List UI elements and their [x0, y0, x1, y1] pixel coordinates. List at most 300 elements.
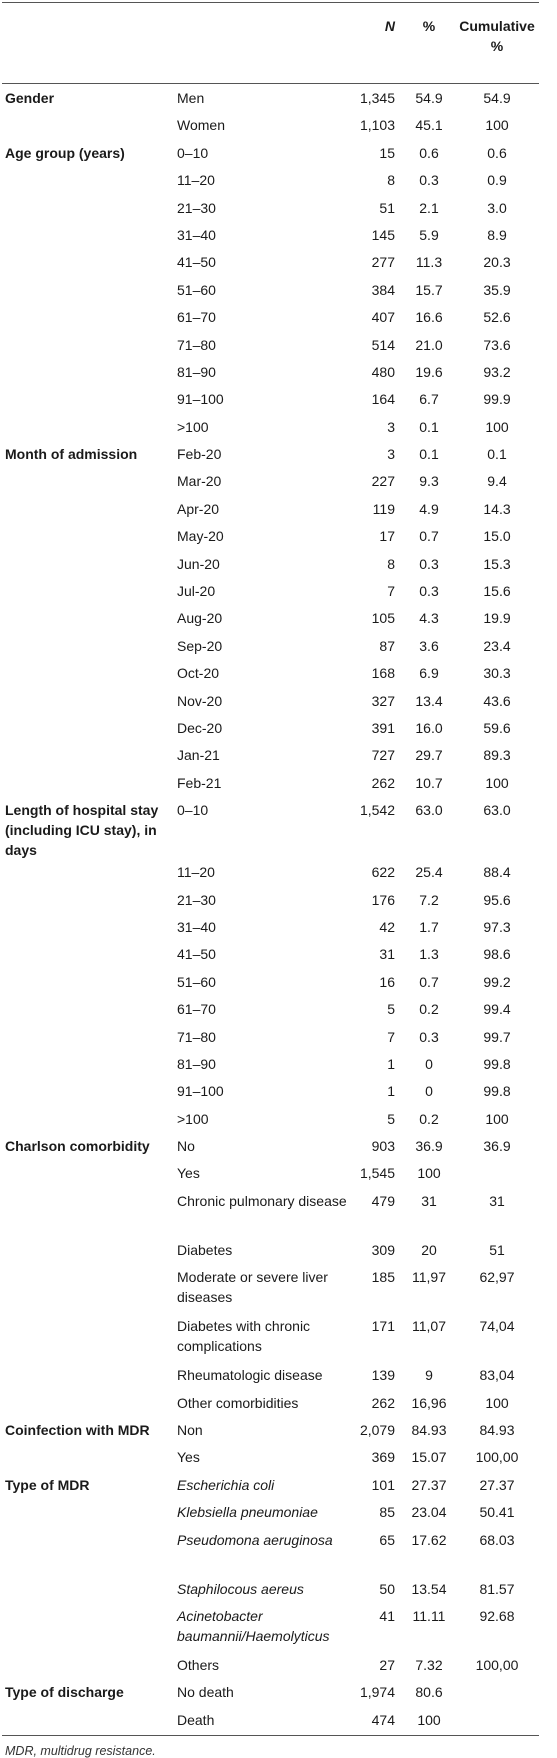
cumulative-cell: 100 — [485, 1110, 509, 1127]
percent-cell: 11.11 — [412, 1607, 446, 1624]
cumulative-cell: 63.0 — [483, 802, 511, 819]
category-cell: 71–80 — [177, 1028, 216, 1045]
table-row — [2, 360, 539, 387]
count-cell: 1,545 — [359, 1165, 395, 1182]
percent-cell: 9 — [425, 1367, 433, 1384]
cumulative-cell: 52.6 — [483, 309, 511, 326]
percent-cell: 15.07 — [411, 1449, 447, 1466]
category-cell: Men — [177, 90, 205, 106]
percent-cell: 16,96 — [411, 1394, 447, 1411]
variable-cell — [2, 113, 177, 140]
cumulative-cell: 92.68 — [479, 1607, 515, 1624]
percent-cell: 7.2 — [419, 891, 439, 908]
count-cell: 27 — [379, 1656, 395, 1673]
variable-cell — [2, 415, 177, 442]
table-row — [2, 333, 539, 360]
count-cell: 164 — [371, 391, 395, 408]
variable-cell: Coinfection with MDR — [5, 1422, 150, 1439]
category-cell: 91–100 — [177, 391, 224, 408]
table-row — [2, 689, 539, 716]
count-cell: 227 — [371, 473, 395, 490]
category-cell: Rheumatologic disease — [177, 1367, 323, 1384]
table-row — [2, 634, 539, 661]
category-cell: 91–100 — [177, 1083, 224, 1100]
percent-cell: 10.7 — [415, 774, 443, 791]
variable-cell — [2, 497, 177, 524]
category-cell: 41–50 — [177, 254, 216, 271]
table-row — [2, 113, 539, 140]
count-cell: 8 — [387, 555, 395, 572]
variable-cell: Month of admission — [5, 446, 138, 463]
variable-cell — [2, 333, 177, 360]
table-header-row — [2, 3, 539, 83]
cumulative-cell: 35.9 — [483, 281, 511, 298]
count-cell: 105 — [371, 610, 395, 627]
table-row — [2, 168, 539, 195]
count-cell: 185 — [371, 1269, 395, 1286]
count-cell: 5 — [387, 1110, 395, 1127]
variable-cell — [2, 634, 177, 661]
cumulative-cell: 43.6 — [483, 692, 511, 709]
count-cell: 903 — [371, 1138, 395, 1155]
variable-cell — [2, 1528, 177, 1577]
variable-cell — [2, 223, 177, 250]
count-cell: 1 — [387, 1055, 395, 1072]
category-cell: 41–50 — [177, 946, 216, 963]
percent-cell: 5.9 — [419, 226, 439, 243]
percent-cell: 19.6 — [415, 363, 443, 380]
category-cell: >100 — [177, 418, 209, 435]
table-row — [2, 798, 539, 860]
category-cell: Pseudomona aeruginosa — [177, 1531, 333, 1548]
percent-cell: 13.4 — [415, 692, 443, 709]
cumulative-cell: 98.6 — [483, 946, 511, 963]
count-cell: 384 — [371, 281, 395, 298]
category-cell: 51–60 — [177, 281, 216, 298]
table-row — [2, 84, 539, 113]
variable-cell — [2, 1238, 177, 1265]
count-cell: 1,103 — [359, 117, 395, 134]
category-cell: Dec-20 — [177, 719, 223, 736]
cumulative-cell: 100 — [485, 117, 509, 134]
cumulative-cell: 0.9 — [487, 172, 507, 189]
cumulative-cell — [455, 1708, 539, 1735]
category-cell: Aug-20 — [177, 610, 223, 627]
table-row — [2, 1500, 539, 1527]
cumulative-cell: 81.57 — [479, 1580, 515, 1597]
category-cell: No death — [177, 1684, 234, 1701]
percent-cell: 4.9 — [419, 500, 439, 517]
count-cell: 480 — [371, 363, 395, 380]
count-cell: 15 — [379, 144, 395, 161]
table-row — [2, 1052, 539, 1079]
cumulative-cell: 31 — [489, 1192, 505, 1209]
variable-cell — [2, 1604, 177, 1653]
count-cell: 119 — [372, 500, 395, 517]
cumulative-cell: 100,00 — [475, 1449, 519, 1466]
table-row — [2, 1134, 539, 1161]
percent-cell: 6.7 — [419, 391, 439, 408]
percent-cell: 27.37 — [411, 1476, 447, 1493]
percent-cell: 6.9 — [419, 665, 439, 682]
data-table-document — [2, 2, 539, 1758]
cumulative-cell: 99.9 — [483, 391, 511, 408]
cumulative-cell: 23.4 — [483, 637, 511, 654]
category-cell: 21–30 — [177, 199, 216, 216]
table-row — [2, 278, 539, 305]
percent-cell: 1.7 — [419, 918, 439, 935]
variable-cell: Type of discharge — [5, 1684, 124, 1701]
percent-cell: 4.3 — [419, 610, 439, 627]
table-row — [2, 141, 539, 168]
percent-cell: 23.04 — [411, 1504, 447, 1521]
category-cell: Diabetes — [177, 1241, 233, 1258]
count-cell: 139 — [371, 1367, 395, 1384]
category-cell: 51–60 — [177, 973, 216, 990]
percent-cell: 36.9 — [415, 1138, 443, 1155]
count-cell: 101 — [371, 1476, 395, 1493]
category-cell: Klebsiella pneumoniae — [177, 1504, 318, 1521]
percent-cell: 9.3 — [419, 473, 439, 490]
count-cell: 262 — [371, 774, 395, 791]
variable-cell: Type of MDR — [5, 1476, 90, 1493]
cumulative-cell: 3.0 — [487, 199, 507, 216]
count-cell: 1,542 — [359, 802, 395, 819]
count-cell: 309 — [371, 1241, 395, 1258]
variable-cell — [2, 196, 177, 223]
table-row — [2, 915, 539, 942]
variable-cell — [2, 1107, 177, 1134]
percent-cell: 11,97 — [412, 1269, 446, 1286]
percent-cell: 0.1 — [419, 446, 439, 463]
table-row — [2, 469, 539, 496]
table-row — [2, 1604, 539, 1653]
variable-cell — [2, 469, 177, 496]
count-cell: 391 — [371, 719, 395, 736]
table-row — [2, 997, 539, 1024]
percent-cell: 0.6 — [419, 144, 439, 161]
table-row — [2, 387, 539, 414]
category-cell: Apr-20 — [177, 500, 220, 517]
category-cell: Yes — [177, 1449, 200, 1466]
cumulative-cell: 99.7 — [483, 1028, 511, 1045]
variable-cell — [2, 1161, 177, 1188]
cumulative-cell: 50.41 — [479, 1504, 515, 1521]
cumulative-cell: 83,04 — [479, 1367, 515, 1384]
category-cell: Mar-20 — [177, 473, 222, 490]
count-cell: 3 — [387, 446, 395, 463]
percent-cell: 0.3 — [419, 1028, 439, 1045]
variable-cell — [2, 1653, 177, 1680]
variable-cell — [2, 970, 177, 997]
table-row — [2, 497, 539, 524]
header-percent: % — [422, 18, 436, 34]
variable-cell: Charlson comorbidity — [5, 1138, 150, 1155]
category-cell: Acinetobacter baumannii/Haemolyticus — [177, 1607, 330, 1644]
category-cell: May-20 — [177, 528, 224, 545]
variable-cell — [2, 1577, 177, 1604]
count-cell: 277 — [371, 254, 395, 271]
percent-cell: 0.2 — [419, 1001, 439, 1018]
count-cell: 41 — [379, 1607, 395, 1624]
table-row — [2, 415, 539, 442]
table-row — [2, 1107, 539, 1134]
category-cell: 31–40 — [177, 918, 216, 935]
table-row — [2, 1708, 539, 1735]
category-cell: Non — [177, 1422, 203, 1439]
percent-cell: 25.4 — [415, 864, 443, 881]
table-footnote: MDR, multidrug resistance. — [5, 1744, 156, 1758]
count-cell: 1,345 — [359, 90, 395, 106]
percent-cell: 0.7 — [419, 528, 439, 545]
category-cell: Other comorbidities — [177, 1394, 299, 1411]
variable-cell — [2, 661, 177, 688]
percent-cell: 0 — [425, 1055, 433, 1072]
percent-cell: 13.54 — [411, 1580, 447, 1597]
cumulative-cell: 89.3 — [483, 747, 511, 764]
count-cell: 727 — [371, 747, 395, 764]
percent-cell: 16.6 — [415, 309, 443, 326]
cumulative-cell: 93.2 — [483, 363, 511, 380]
variable-cell — [2, 168, 177, 195]
count-cell: 17 — [379, 528, 395, 545]
table-row — [2, 305, 539, 332]
count-cell: 7 — [387, 1028, 395, 1045]
count-cell: 168 — [371, 665, 395, 682]
cumulative-cell: 15.6 — [483, 583, 511, 600]
category-cell: Jun-20 — [177, 555, 220, 572]
count-cell: 65 — [379, 1531, 395, 1548]
descriptive-statistics-table — [2, 3, 539, 83]
variable-cell: Age group (years) — [5, 144, 125, 161]
table-row — [2, 250, 539, 277]
table-row — [2, 1025, 539, 1052]
table-row — [2, 442, 539, 469]
table-row — [2, 579, 539, 606]
percent-cell: 0.3 — [419, 172, 439, 189]
count-cell: 3 — [387, 418, 395, 435]
table-row — [2, 1445, 539, 1472]
category-cell: Others — [177, 1656, 220, 1673]
count-cell: 514 — [371, 336, 395, 353]
percent-cell: 20 — [421, 1241, 437, 1258]
category-cell: 11–20 — [177, 864, 215, 881]
percent-cell: 0 — [425, 1083, 433, 1100]
cumulative-cell: 14.3 — [483, 500, 511, 517]
variable-cell — [2, 1500, 177, 1527]
table-row — [2, 888, 539, 915]
cumulative-cell: 19.9 — [483, 610, 511, 627]
percent-cell: 31 — [421, 1192, 437, 1209]
percent-cell: 11,07 — [412, 1318, 446, 1335]
variable-cell — [2, 1445, 177, 1472]
cumulative-cell: 8.9 — [487, 226, 507, 243]
cumulative-cell: 100,00 — [475, 1656, 519, 1673]
count-cell: 7 — [387, 583, 395, 600]
variable-cell — [2, 1708, 177, 1735]
percent-cell: 11.3 — [415, 254, 443, 271]
variable-cell — [2, 1079, 177, 1106]
percent-cell: 0.2 — [419, 1110, 439, 1127]
count-cell: 145 — [371, 226, 395, 243]
variable-cell — [2, 915, 177, 942]
table-row — [2, 524, 539, 551]
count-cell: 171 — [371, 1318, 395, 1335]
percent-cell: 100 — [417, 1711, 441, 1728]
header-blank-variable — [2, 3, 177, 83]
percent-cell: 45.1 — [415, 117, 443, 134]
count-cell: 1,974 — [359, 1684, 395, 1701]
variable-cell — [2, 305, 177, 332]
count-cell: 262 — [371, 1394, 395, 1411]
variable-cell — [2, 552, 177, 579]
category-cell: Nov-20 — [177, 692, 223, 709]
table-row — [2, 771, 539, 798]
cumulative-cell: 51 — [489, 1241, 505, 1258]
cumulative-cell: 20.3 — [483, 254, 511, 271]
cumulative-cell: 62,97 — [479, 1269, 515, 1286]
percent-cell: 0.3 — [419, 555, 439, 572]
cumulative-cell: 27.37 — [479, 1476, 515, 1493]
cumulative-cell: 30.3 — [483, 665, 511, 682]
variable-cell — [2, 771, 177, 798]
cumulative-cell: 84.93 — [479, 1422, 515, 1439]
category-cell: Staphilocous aereus — [177, 1580, 304, 1597]
cumulative-cell: 99.8 — [483, 1083, 511, 1100]
category-cell: 11–20 — [177, 172, 215, 189]
cumulative-cell: 73.6 — [483, 336, 511, 353]
category-cell: Feb-20 — [177, 446, 222, 463]
cumulative-cell: 88.4 — [483, 864, 511, 881]
variable-cell — [2, 360, 177, 387]
variable-cell: Length of hospital stay (including ICU stay), in days — [5, 802, 159, 859]
table-row — [2, 1577, 539, 1604]
table-row — [2, 1418, 539, 1445]
variable-cell — [2, 1189, 177, 1238]
category-cell: Jan-21 — [177, 747, 220, 764]
cumulative-cell: 9.4 — [487, 473, 507, 490]
category-cell: Diabetes with chronic complications — [177, 1318, 311, 1355]
category-cell: Death — [177, 1711, 215, 1728]
cumulative-cell: 100 — [485, 774, 509, 791]
count-cell: 42 — [379, 918, 395, 935]
table-row — [2, 970, 539, 997]
count-cell: 85 — [379, 1504, 395, 1521]
variable-cell — [2, 1025, 177, 1052]
variable-cell — [2, 606, 177, 633]
category-cell: No — [177, 1138, 195, 1155]
count-cell: 5 — [387, 1001, 395, 1018]
variable-cell — [2, 888, 177, 915]
cumulative-cell: 100 — [485, 1394, 509, 1411]
category-cell: 61–70 — [177, 309, 216, 326]
category-cell: 31–40 — [177, 226, 216, 243]
table-row — [2, 942, 539, 969]
cumulative-cell: 0.6 — [487, 144, 507, 161]
percent-cell: 21.0 — [415, 336, 443, 353]
count-cell: 479 — [371, 1192, 395, 1209]
category-cell: Sep-20 — [177, 637, 223, 654]
cumulative-cell: 99.2 — [483, 973, 511, 990]
count-cell: 50 — [379, 1580, 395, 1597]
variable-cell — [2, 387, 177, 414]
cumulative-cell: 59.6 — [483, 719, 511, 736]
variable-cell — [2, 860, 177, 887]
count-cell: 31 — [379, 946, 395, 963]
variable-cell — [2, 278, 177, 305]
table-row — [2, 606, 539, 633]
cumulative-cell: 99.8 — [483, 1055, 511, 1072]
cumulative-cell: 0.1 — [487, 446, 507, 463]
variable-cell: Gender — [5, 90, 55, 106]
header-blank-category — [177, 3, 353, 83]
cumulative-cell: 36.9 — [483, 1138, 511, 1155]
category-cell: Moderate or severe liver diseases — [177, 1269, 328, 1306]
count-cell: 51 — [379, 199, 395, 216]
category-cell: Women — [177, 117, 225, 134]
variable-cell — [2, 1363, 177, 1390]
header-cumulative: Cumulative % — [459, 18, 535, 54]
variable-cell — [2, 524, 177, 551]
percent-cell: 80.6 — [415, 1684, 443, 1701]
percent-cell: 3.6 — [419, 637, 439, 654]
table-row — [2, 1473, 539, 1500]
percent-cell: 16.0 — [415, 719, 443, 736]
cumulative-cell: 68.03 — [479, 1531, 515, 1548]
category-cell: 61–70 — [177, 1001, 216, 1018]
category-cell: Escherichia coli — [177, 1476, 275, 1493]
percent-cell: 63.0 — [415, 802, 443, 819]
cumulative-cell: 54.9 — [483, 90, 511, 106]
variable-cell — [2, 743, 177, 770]
count-cell: 176 — [371, 891, 395, 908]
percent-cell: 0.3 — [419, 583, 439, 600]
variable-cell — [2, 579, 177, 606]
count-cell: 369 — [371, 1449, 395, 1466]
category-cell: >100 — [177, 1110, 209, 1127]
table-row — [2, 1680, 539, 1707]
variable-cell — [2, 716, 177, 743]
count-cell: 2,079 — [359, 1422, 395, 1439]
cumulative-cell: 100 — [485, 418, 509, 435]
percent-cell: 7.32 — [415, 1656, 443, 1673]
category-cell: Jul-20 — [177, 583, 216, 600]
category-cell: 0–10 — [177, 802, 209, 819]
table-row — [2, 196, 539, 223]
variable-cell — [2, 1391, 177, 1418]
table-row — [2, 1363, 539, 1390]
percent-cell: 84.93 — [411, 1422, 447, 1439]
category-cell: Yes — [177, 1165, 200, 1182]
variable-cell — [2, 942, 177, 969]
percent-cell: 1.3 — [419, 946, 439, 963]
table-row — [2, 223, 539, 250]
count-cell: 16 — [379, 973, 395, 990]
table-row — [2, 1161, 539, 1188]
category-cell: Feb-21 — [177, 774, 222, 791]
category-cell: Chronic pulmonary disease — [177, 1192, 347, 1209]
category-cell: 81–90 — [177, 363, 216, 380]
cumulative-cell: 99.4 — [483, 1001, 511, 1018]
table-row — [2, 1238, 539, 1265]
category-cell: Oct-20 — [177, 665, 220, 682]
table-row — [2, 1265, 539, 1314]
table-row — [2, 661, 539, 688]
cumulative-cell — [455, 1680, 539, 1707]
table-row — [2, 743, 539, 770]
category-cell: 71–80 — [177, 336, 216, 353]
cumulative-cell: 15.0 — [483, 528, 511, 545]
